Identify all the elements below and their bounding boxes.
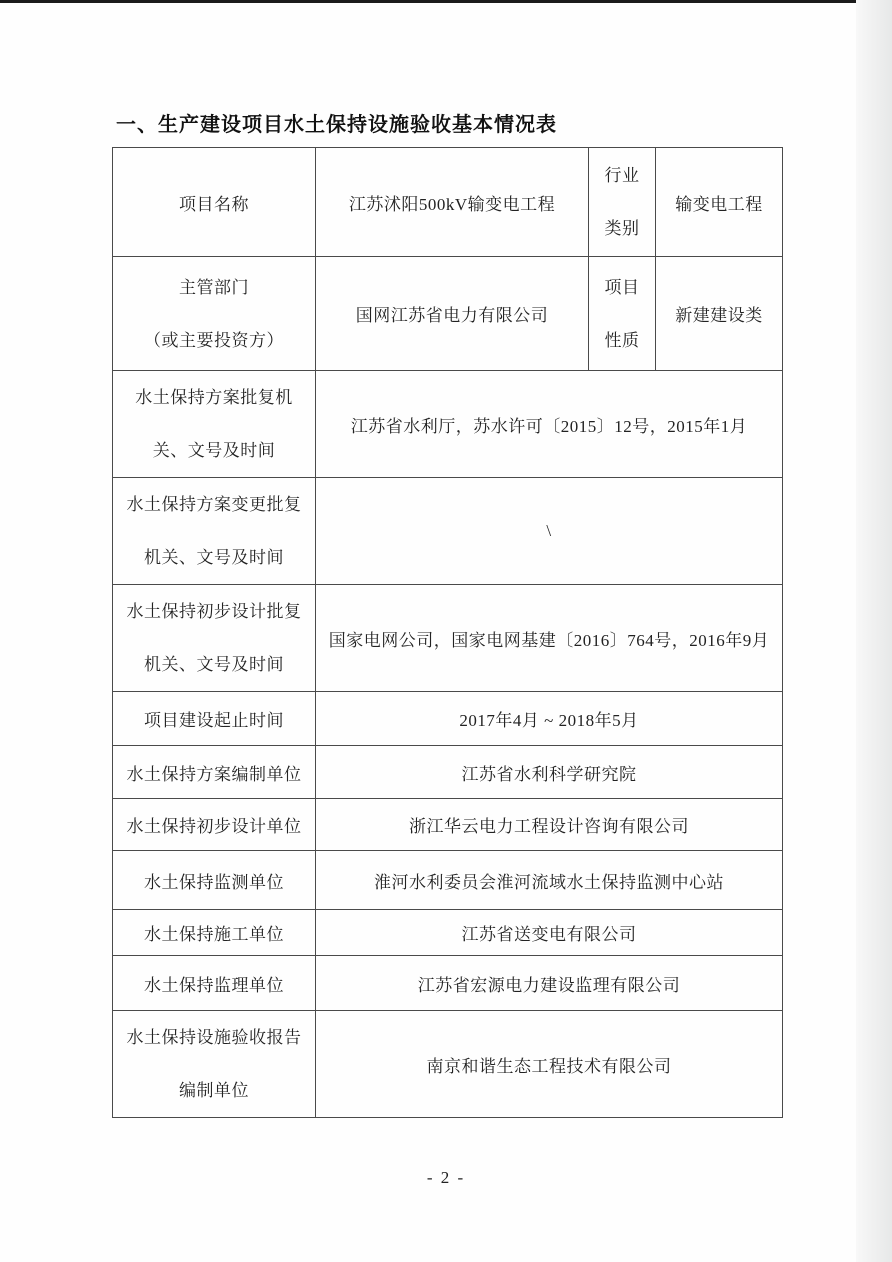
table-row xyxy=(113,799,783,851)
cell-plan-change-approval-value: \ xyxy=(316,478,783,585)
cell-preliminary-design-approval-value: 国家电网公司，国家电网基建〔2016〕764号，2016年9月 xyxy=(316,585,783,692)
label-line: 水土保持初步设计批复 xyxy=(126,602,302,621)
table-row xyxy=(113,371,783,478)
cell-construction-period-value: 2017年4月 ~ 2018年5月 xyxy=(316,692,783,746)
label-line: 水土保持方案批复机 xyxy=(135,388,293,407)
page-number: - 2 - xyxy=(426,1168,466,1187)
cell-industry-category-label xyxy=(589,148,656,257)
table-row xyxy=(113,585,783,692)
table-row xyxy=(113,910,783,956)
cell-construction-unit-label: 水土保持施工单位 xyxy=(113,910,316,956)
label-line: 行业 xyxy=(604,166,640,185)
cell-competent-department-value: 国网江苏省电力有限公司 xyxy=(316,257,589,371)
cell-monitoring-unit-value: 淮河水利委员会淮河流域水土保持监测中心站 xyxy=(316,851,783,910)
cell-plan-compilation-unit-value: 江苏省水利科学研究院 xyxy=(316,746,783,799)
cell-project-name-label: 项目名称 xyxy=(113,148,316,257)
page-edge-shadow xyxy=(856,0,892,1262)
cell-construction-unit-value: 江苏省送变电有限公司 xyxy=(316,910,783,956)
table-row xyxy=(113,746,783,799)
cell-plan-approval-label xyxy=(113,371,316,478)
label-line: 性质 xyxy=(604,330,640,350)
cell-supervision-unit-label: 水土保持监理单位 xyxy=(113,956,316,1011)
label-line: 关、文号及时间 xyxy=(152,441,276,460)
cell-preliminary-design-approval-label xyxy=(113,585,316,692)
cell-plan-compilation-unit-label: 水土保持方案编制单位 xyxy=(113,746,316,799)
cell-supervision-unit-value: 江苏省宏源电力建设监理有限公司 xyxy=(316,956,783,1011)
page-title: 一、生产建设项目水土保持设施验收基本情况表 xyxy=(116,114,557,136)
cell-project-nature-value: 新建建设类 xyxy=(656,257,783,371)
cell-industry-category-value: 输变电工程 xyxy=(656,148,783,257)
table-row xyxy=(113,692,783,746)
label-line: 水土保持设施验收报告 xyxy=(126,1028,302,1047)
scan-artifact-top-line xyxy=(0,0,856,3)
label-line: 项目 xyxy=(604,277,640,297)
label-line: 机关、文号及时间 xyxy=(144,548,284,567)
table-row xyxy=(113,956,783,1011)
table-row xyxy=(113,148,783,257)
cell-preliminary-design-unit-label: 水土保持初步设计单位 xyxy=(113,799,316,851)
cell-construction-period-label: 项目建设起止时间 xyxy=(113,692,316,746)
cell-monitoring-unit-label: 水土保持监测单位 xyxy=(113,851,316,910)
label-line: （或主要投资方） xyxy=(144,330,284,350)
label-line: 编制单位 xyxy=(179,1081,249,1100)
label-line: 主管部门 xyxy=(179,277,249,297)
cell-plan-approval-value: 江苏省水利厅，苏水许可〔2015〕12号，2015年1月 xyxy=(316,371,783,478)
cell-competent-department-label xyxy=(113,257,316,371)
cell-project-nature-label xyxy=(589,257,656,371)
cell-acceptance-report-unit-value: 南京和谐生态工程技术有限公司 xyxy=(316,1011,783,1118)
label-line: 机关、文号及时间 xyxy=(144,655,284,674)
cell-acceptance-report-unit-label xyxy=(113,1011,316,1118)
cell-project-name-value: 江苏沭阳500kV输变电工程 xyxy=(316,148,589,257)
label-line: 水土保持方案变更批复 xyxy=(126,495,302,514)
table-row xyxy=(113,851,783,910)
basic-info-table xyxy=(112,147,783,1118)
label-line: 类别 xyxy=(604,219,640,238)
table-row xyxy=(113,478,783,585)
cell-plan-change-approval-label xyxy=(113,478,316,585)
table-row xyxy=(113,257,783,371)
cell-preliminary-design-unit-value: 浙江华云电力工程设计咨询有限公司 xyxy=(316,799,783,851)
table-row xyxy=(113,1011,783,1118)
